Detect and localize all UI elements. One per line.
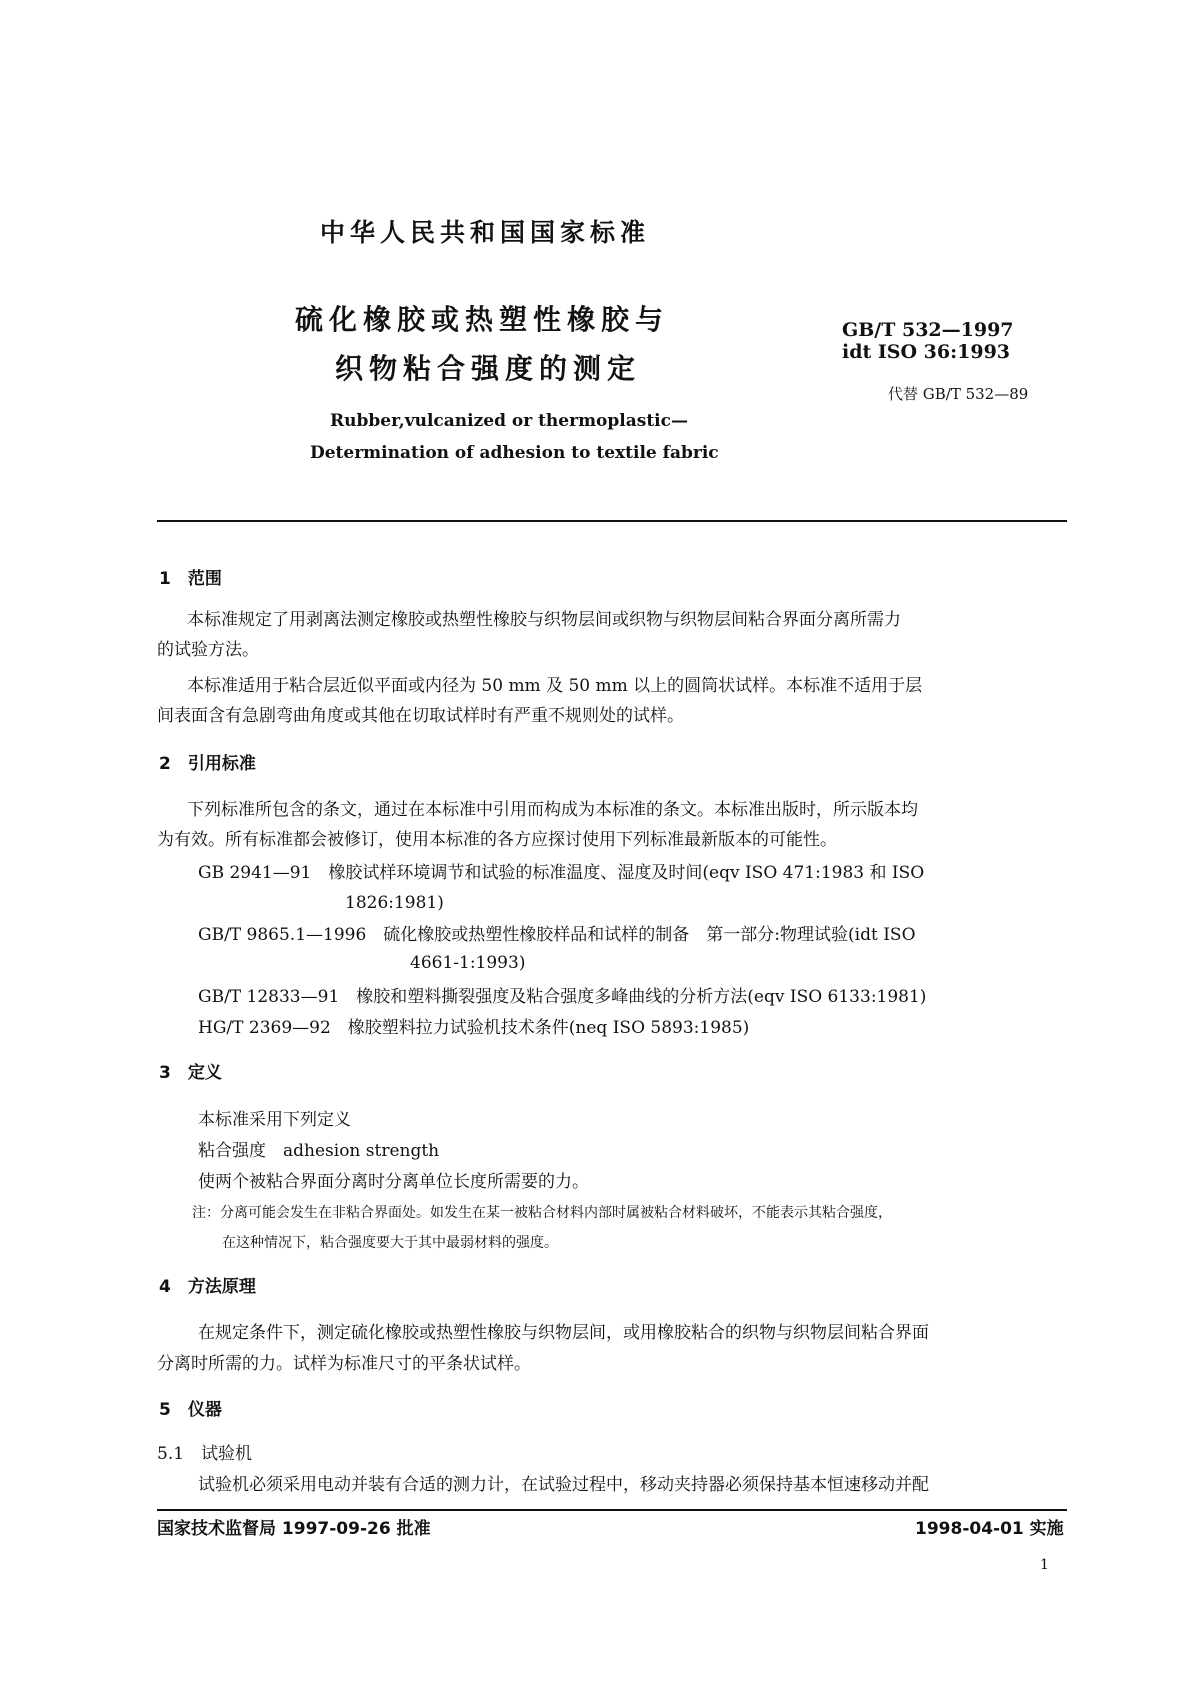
footer-rule (157, 1509, 1067, 1511)
replaces-code: 代替 GB/T 532—89 (888, 385, 1029, 403)
national-standard-heading: 中华人民共和国国家标准 (320, 218, 651, 247)
english-title-1: Rubber,vulcanized or thermoplastic— (330, 411, 688, 431)
reference-item (198, 1018, 749, 1038)
note-line: 在这种情况下，粘合强度要大于其中最弱材料的强度。 (222, 1235, 558, 1251)
paragraph-line: 下列标准所包含的条文，通过在本标准中引用而构成为本标准的条文。本标准出版时，所示版本均 (187, 800, 918, 820)
reference-code: GB/T 12833—91 (198, 987, 340, 1007)
page-number: 1 (1040, 1557, 1049, 1573)
section-3-heading: 3 定义 (159, 1063, 222, 1083)
approval-date: 国家技术监督局 1997-09-26 批准 (157, 1519, 431, 1539)
english-title-2: Determination of adhesion to textile fabric (310, 443, 719, 463)
reference-text: 橡胶和塑料撕裂强度及粘合强度多峰曲线的分析方法(eqv ISO 6133:1981) (356, 987, 927, 1007)
paragraph-line: 在规定条件下，测定硫化橡胶或热塑性橡胶与织物层间，或用橡胶粘合的织物与织物层间粘合界面 (198, 1323, 929, 1343)
reference-text: 橡胶试样环境调节和试验的标准温度、湿度及时间(eqv ISO 471:1983 和 ISO (328, 863, 925, 883)
paragraph-line: 分离时所需的力。试样为标准尺寸的平条状试样。 (157, 1354, 531, 1374)
effective-date: 1998-04-01 实施 (915, 1519, 1064, 1539)
header-rule (157, 520, 1067, 522)
term-line: 粘合强度 adhesion strength (198, 1141, 440, 1161)
definition-line: 使两个被粘合界面分离时分离单位长度所需要的力。 (198, 1172, 589, 1192)
reference-item (198, 863, 924, 883)
reference-text: 硫化橡胶或热塑性橡胶样品和试样的制备 第一部分:物理试验(idt ISO (383, 925, 916, 945)
reference-code: GB 2941—91 (198, 863, 312, 883)
subsection-heading: 5.1 试验机 (157, 1444, 253, 1464)
reference-continuation: 1826:1981) (345, 893, 444, 913)
paragraph-line: 本标准规定了用剥离法测定橡胶或热塑性橡胶与织物层间或织物与织物层间粘合界面分离所需力 (187, 610, 901, 630)
note-line: 注：分离可能会发生在非粘合界面处。如发生在某一被粘合材料内部时属被粘合材料破坏，不能表示其粘合强度， (192, 1205, 892, 1221)
paragraph-line: 试验机必须采用电动并装有合适的测力计，在试验过程中，移动夹持器必须保持基本恒速移动并配 (198, 1475, 929, 1495)
paragraph-line: 本标准采用下列定义 (198, 1110, 351, 1130)
section-4-heading: 4 方法原理 (159, 1277, 256, 1297)
section-1-heading: 1 范围 (159, 569, 222, 589)
standard-code: GB/T 532—1997 (842, 319, 1014, 341)
paragraph-line: 的试验方法。 (157, 640, 259, 660)
section-5-heading: 5 仪器 (159, 1400, 222, 1420)
paragraph-line: 间表面含有急剧弯曲角度或其他在切取试样时有严重不规则处的试样。 (157, 706, 684, 726)
reference-text: 橡胶塑料拉力试验机技术条件(neq ISO 5893:1985) (347, 1018, 750, 1038)
section-2-heading: 2 引用标准 (159, 754, 256, 774)
reference-item (198, 987, 926, 1007)
idt-code: idt ISO 36:1993 (842, 341, 1011, 363)
paragraph-line: 本标准适用于粘合层近似平面或内径为 50 mm 及 50 mm 以上的圆筒状试样。本标准不适用于层 (187, 676, 923, 696)
reference-code: GB/T 9865.1—1996 (198, 925, 367, 945)
reference-item (198, 925, 916, 945)
title-line-2: 织物粘合强度的测定 (335, 352, 642, 385)
paragraph-line: 为有效。所有标准都会被修订，使用本标准的各方应探讨使用下列标准最新版本的可能性。 (157, 830, 837, 850)
title-line-1: 硫化橡胶或热塑性橡胶与 (295, 303, 670, 336)
reference-code: HG/T 2369—92 (198, 1018, 331, 1038)
reference-continuation: 4661-1:1993) (410, 953, 526, 973)
